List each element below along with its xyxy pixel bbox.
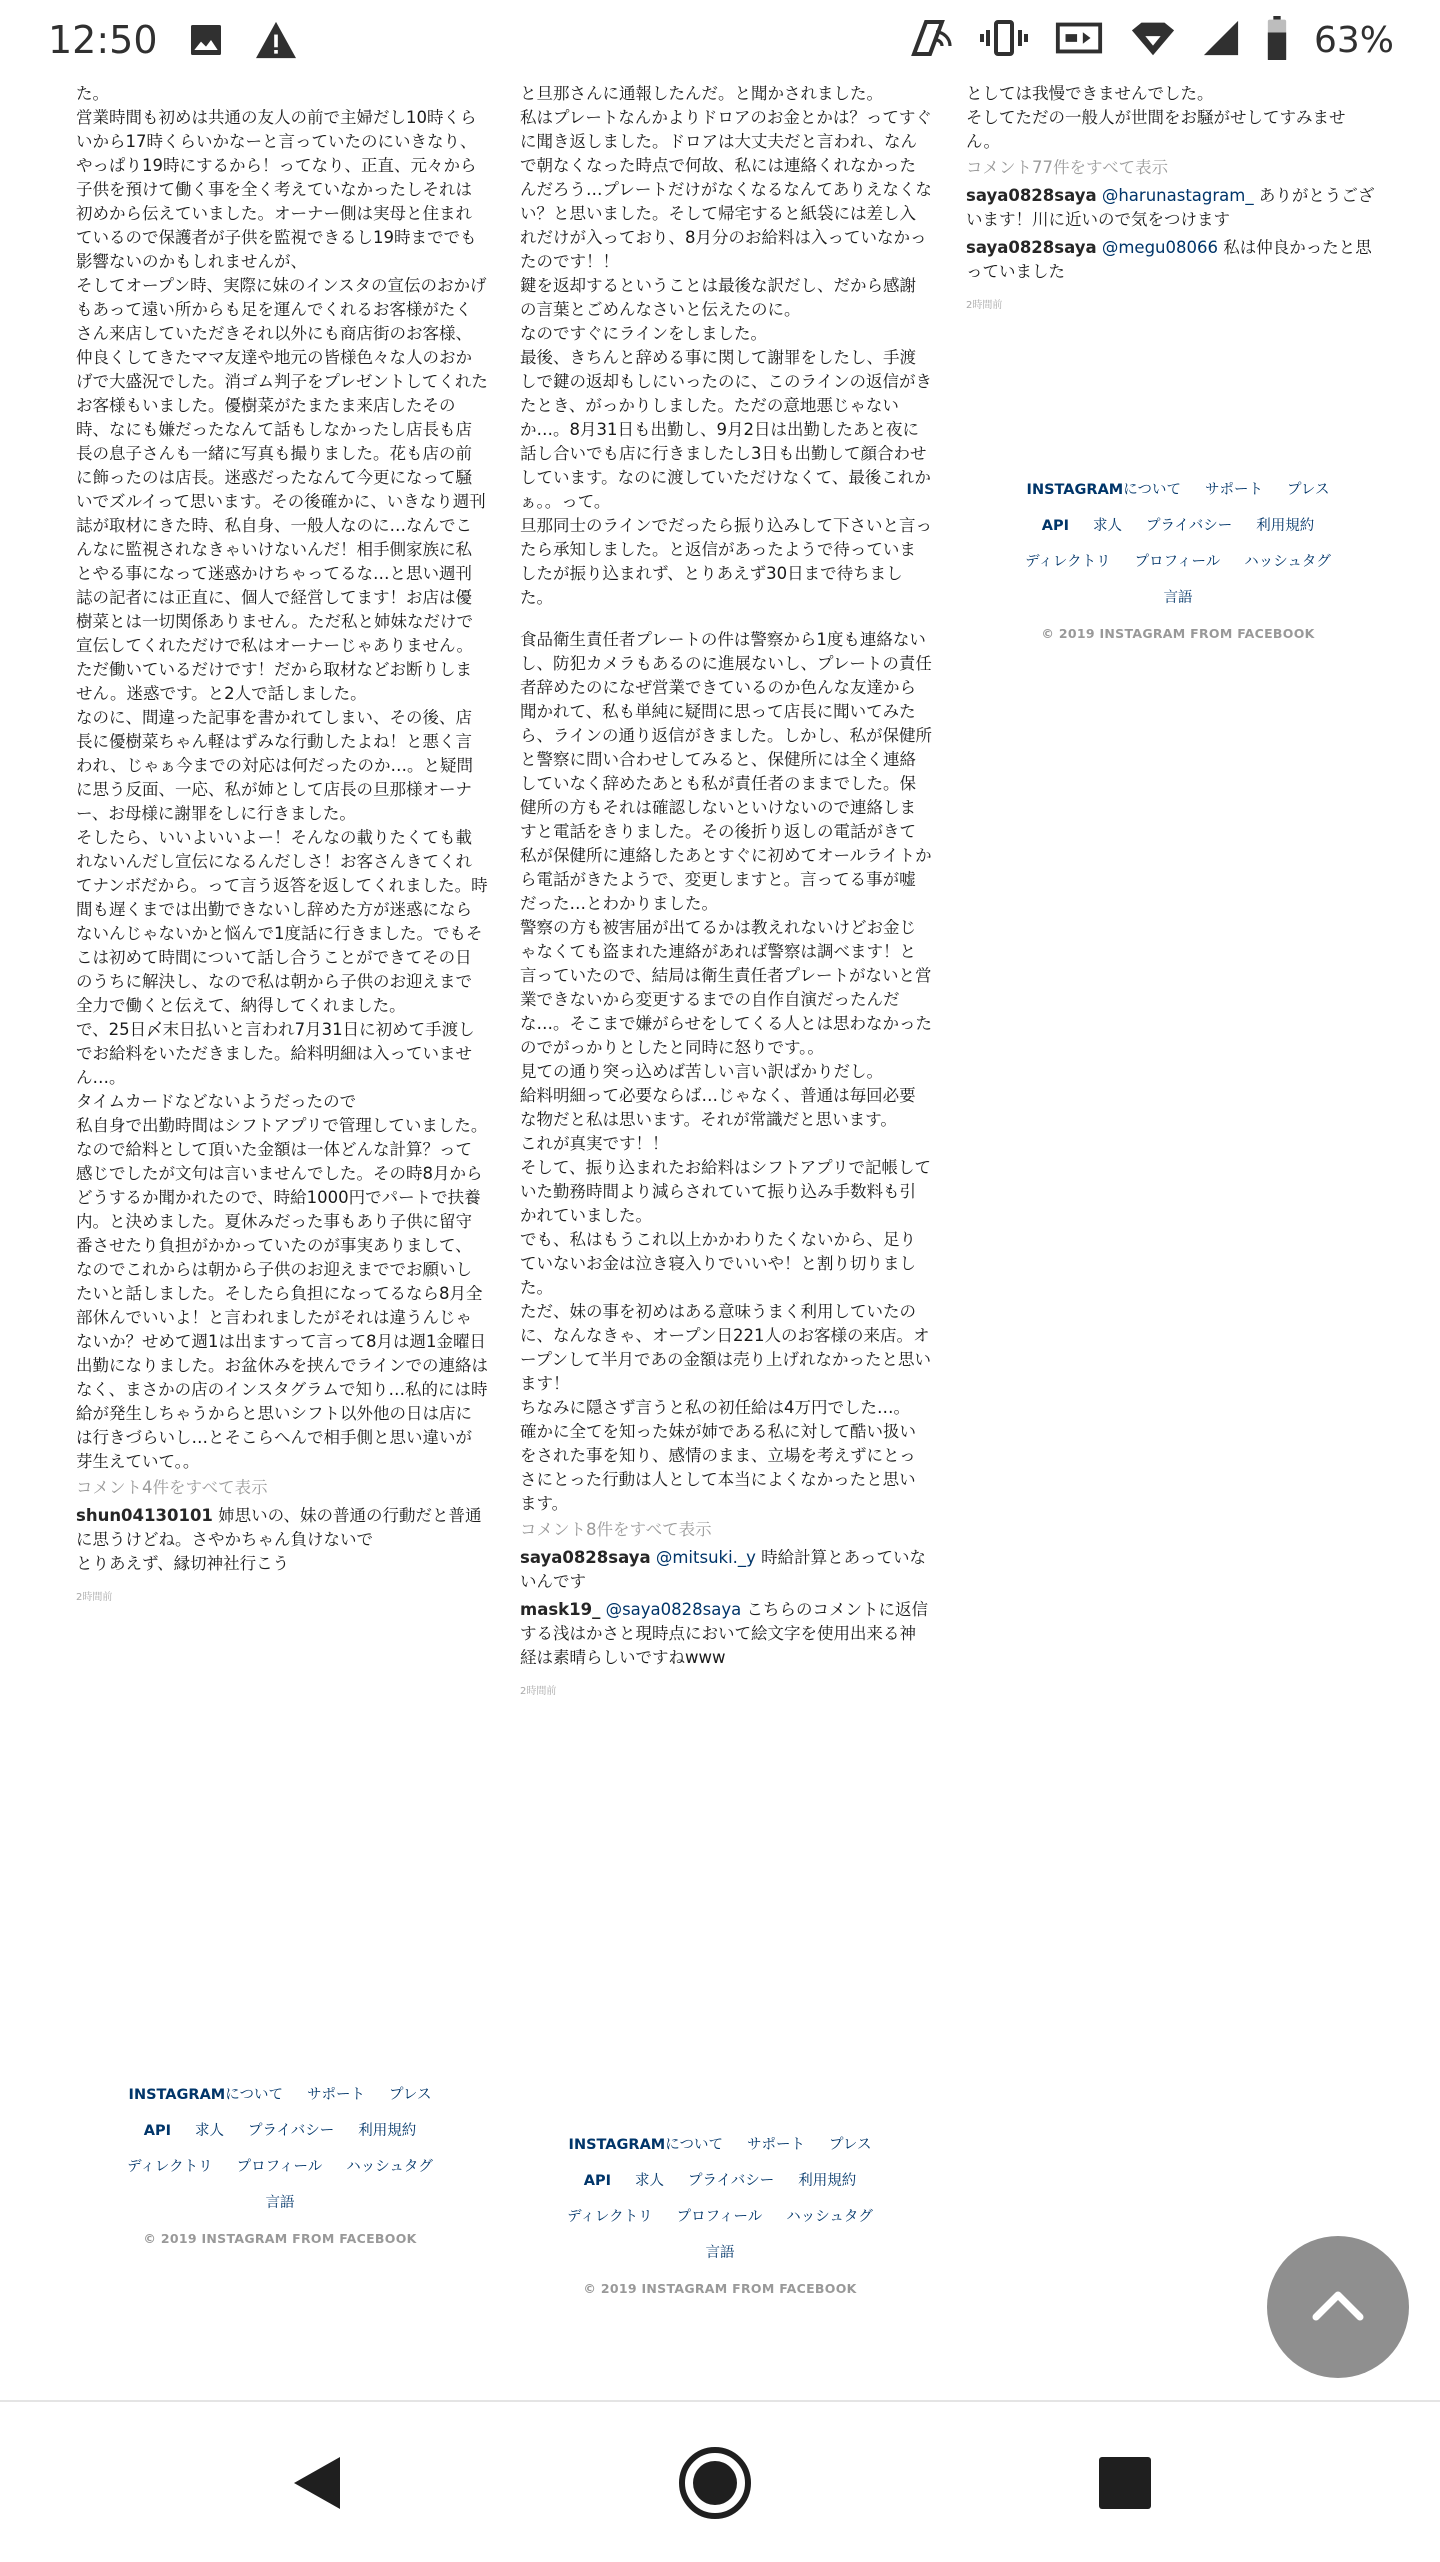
home-circle-icon xyxy=(677,2445,753,2525)
system-icons xyxy=(906,16,1394,64)
footer-terms-link[interactable]: 利用規約 xyxy=(1256,518,1315,534)
scroll-to-top-button[interactable] xyxy=(1267,2236,1409,2378)
back-button[interactable] xyxy=(282,2450,352,2520)
footer-api-link[interactable]: API xyxy=(143,2123,171,2139)
warning-icon xyxy=(254,20,298,64)
post-caption: としては我慢できませんでした。 そしてただの一般人が世間をお騒がせしてすみません。 xyxy=(966,84,1346,151)
post-column-1 xyxy=(76,82,488,1610)
footer-language-link[interactable]: 言語 xyxy=(265,2195,295,2211)
comment-text: こちらのコメントに返信する浅はかさと現時点において絵文字を使用出来る神経は素晴らしいですねwww xyxy=(520,1600,928,1667)
comment-text: 時給計算とあっていないんです xyxy=(520,1548,927,1591)
footer-support-link[interactable]: サポート xyxy=(1204,482,1263,498)
footer-about-link[interactable]: INSTAGRAMについて xyxy=(128,2087,283,2103)
footer-profiles-link[interactable]: プロフィール xyxy=(236,2159,323,2175)
system-navigation-bar xyxy=(0,2400,1440,2562)
footer-jobs-link[interactable]: 求人 xyxy=(1092,518,1122,534)
footer-hashtags-link[interactable]: ハッシュタグ xyxy=(346,2159,433,2175)
comment xyxy=(520,1598,932,1670)
footer-language-link[interactable]: 言語 xyxy=(705,2245,735,2261)
footer-directory-link[interactable]: ディレクトリ xyxy=(127,2159,213,2175)
footer-privacy-link[interactable]: プライバシー xyxy=(687,2173,775,2189)
battery-icon xyxy=(1266,16,1288,64)
footer-about-link[interactable]: INSTAGRAMについて xyxy=(568,2137,723,2153)
nfc-icon xyxy=(906,16,954,64)
comment-username[interactable]: saya0828saya xyxy=(966,238,1097,257)
comment xyxy=(966,184,1378,232)
post-timestamp: 2時間前 xyxy=(966,300,1003,311)
view-all-comments-link[interactable]: コメント77件をすべて表示 xyxy=(966,158,1169,177)
footer-support-link[interactable]: サポート xyxy=(746,2137,805,2153)
instagram-screenshot xyxy=(60,82,1430,2377)
footer-support-link[interactable]: サポート xyxy=(306,2087,365,2103)
notification-icons xyxy=(186,20,298,64)
recents-button[interactable] xyxy=(1090,2450,1160,2520)
battery-percent: 63% xyxy=(1313,19,1394,61)
comment xyxy=(76,1504,488,1576)
footer-api-link[interactable]: API xyxy=(583,2173,611,2189)
footer-api-link[interactable]: API xyxy=(1041,518,1069,534)
view-all-comments-link[interactable]: コメント4件をすべて表示 xyxy=(76,1478,268,1497)
comment-username[interactable]: saya0828saya xyxy=(520,1548,651,1567)
footer-press-link[interactable]: プレス xyxy=(1286,482,1330,498)
footer-privacy-link[interactable]: プライバシー xyxy=(247,2123,335,2139)
comment-text: 私は仲良かったと思っていました xyxy=(966,238,1372,281)
post-caption: と旦那さんに通報したんだ。と聞かされました。 私はプレートなんかよりドロアのお金とかは？ってすぐに聞き返しました。ドロアは大丈夫だと言われ、なんで朝なくなった時点で何故、私には連絡くれなかったんだろう…プレートだけがなくなるなんてありえなくない？と思いました。そして帰宅すると紙袋には差し入れだけが入っており、8月分のお給料は入っていなかったのです！！ 鍵を返却するということは最後な訳だし、だから感謝の言葉とごめんなさいと伝えたのに。 なのですぐにラインをしました。 最後、きちんと辞める事に関して謝罪をしたし、手渡しで鍵の返却もしにいったのに、このラインの返信がきたとき、がっかりしました。ただの意地悪じゃないか…。8月31日も出勤し、9月2日は出勤したあと夜に話し合いでも店に行きましたし3日も出勤して顔合わせしています。なのに渡していただけなくて、最後これかぁ。。って。 旦那同士のラインでだったら振り込みして下さいと言ったら承知しました。と返信があったようで待っていましたが振り込まれず、とりあえず30日まで待ちました。 xyxy=(520,84,933,607)
comment-text: 姉思いの、妹の普通の行動だと普通に思うけどね。さやかちゃん負けないで とりあえず、縁切神社行こう xyxy=(76,1506,482,1573)
footer-copyright: © 2019 INSTAGRAM FROM FACEBOOK xyxy=(143,2231,417,2246)
comment-mention[interactable]: @megu08066 xyxy=(1096,238,1218,257)
footer-language-link[interactable]: 言語 xyxy=(1163,590,1193,606)
footer-jobs-link[interactable]: 求人 xyxy=(634,2173,664,2189)
instagram-footer xyxy=(998,472,1358,652)
comment xyxy=(966,236,1378,284)
footer-hashtags-link[interactable]: ハッシュタグ xyxy=(786,2209,873,2225)
comment-username[interactable]: mask19_ xyxy=(520,1600,601,1619)
signal-icon xyxy=(1202,18,1240,62)
comment-mention[interactable]: @harunastagram_ xyxy=(1096,186,1254,205)
footer-profiles-link[interactable]: プロフィール xyxy=(676,2209,763,2225)
instagram-footer xyxy=(540,2127,900,2307)
wifi-icon xyxy=(1130,18,1176,62)
image-icon xyxy=(186,20,226,64)
comment-mention[interactable]: @mitsuki._y xyxy=(650,1548,756,1567)
footer-jobs-link[interactable]: 求人 xyxy=(194,2123,224,2139)
chevron-up-icon xyxy=(1308,2285,1368,2329)
instagram-footer xyxy=(100,2077,460,2257)
home-button[interactable] xyxy=(680,2450,750,2520)
footer-hashtags-link[interactable]: ハッシュタグ xyxy=(1244,554,1331,570)
footer-directory-link[interactable]: ディレクトリ xyxy=(1025,554,1111,570)
comment-username[interactable]: shun04130101 xyxy=(76,1506,213,1525)
footer-press-link[interactable]: プレス xyxy=(388,2087,432,2103)
status-bar xyxy=(0,0,1440,82)
recents-square-icon xyxy=(1097,2455,1153,2515)
clock: 12:50 xyxy=(48,18,158,62)
footer-copyright: © 2019 INSTAGRAM FROM FACEBOOK xyxy=(583,2281,857,2296)
back-triangle-icon xyxy=(290,2453,344,2517)
footer-privacy-link[interactable]: プライバシー xyxy=(1145,518,1233,534)
comment-mention[interactable]: @saya0828saya xyxy=(600,1600,742,1619)
comment-username[interactable]: saya0828saya xyxy=(966,186,1097,205)
footer-profiles-link[interactable]: プロフィール xyxy=(1134,554,1221,570)
post-caption: た。 営業時間も初めは共通の友人の前で主婦だし10時くらいから17時くらいかなーと言っていたのにいきなり、やっぱり19時にするから！ってなり、正直、元々から子供を預けて働く事を全く考えていなかったしそれは初めから伝えていました。オーナー側は実母と住まれているので保護者が子供を監視できるし19時まででも影響ないのかもしれませんが、 そしてオープン時、実際に妹のインスタの宣伝のおかげもあって遠い所からも足を運んでくれるお客様がたくさん来店していただきそれ以外にも商店街のお客様、仲良くしてきたママ友達や地元の皆様色々な人のおかげで大盛況でした。消ゴム判子をプレゼントしてくれたお客様もいました。優樹菜がたまたま来店したその時、なにも嫌だったなんて話もしなかったし店長も店長の息子さんも一緒に写真も撮りました。花も店の前に飾ったのは店長。迷惑だったなんて今更になって騒いでズルイって思います。その後確かに、いきなり週刊誌が取材にきた時、私自身、一般人なのに…なんでこんなに監視されなきゃいけないんだ！相手側家族に私とやる事になって迷惑かけちゃってるな…と思い週刊誌の記者には正直に、個人で経営してます！お店は優樹菜とは一切関係ありません。ただ私と姉妹なだけで宣伝してくれただけで私はオーナーじゃありません。ただ働いているだけです！だから取材などお断りしません。迷惑です。と2人で話しました。 なのに、間違った記事を書かれてしまい、その後、店長に優樹菜ちゃん軽はずみな行動したよね！と悪く言われ、じゃぁ今までの対応は何だったのか…。と疑問に思う反面、一応、私が姉として店長の旦那様オーナー、お母様に謝罪をしに行きました。 そしたら、いいよいいよー！そんなの載りたくても載れないんだし宣伝になるんだしさ！お客さんきてくれてナンボだから。って言う返答を返してくれました。時間も遅くまでは出勤できないし辞めた方が迷惑にならないんじゃないかと悩んで1度話に行きました。でもそこは初めて時間について話し合うことができてその日のうちに解決し、なので私は朝から子供のお迎えまで全力で働くと伝えて、納得してくれました。 で、25日〆末日払いと言われ7月31日に初めて手渡しでお給料をいただきました。給料明細は入っていません…。 タイムカードなどないようだったので 私自身で出勤時間はシフトアプリで管理していました。なので給料として頂いた金額は一体どんな計算？って感じでしたが文句は言いませんでした。その時8月からどうするか聞かれたので、時給1000円でパートで扶養内。と決めました。夏休みだった事もあり子供に留守番させたり負担がかかっていたのが事実ありまして、なのでこれからは朝から子供のお迎えまででお願いしたいと話しました。そしたら負担になってるなら8月全部休んでいいよ！と言われましたがそれは違うんじゃないか？せめて週1は出ますって言って8月は週1金曜日出勤になりました。お盆休みを挟んでラインでの連絡はなく、まさかの店のインスタグラムで知り…私的には時給が発生しちゃうからと思いシフト以外他の日は店には行きづらいし…とそこらへんで相手側と思い違いが芽生えていて。。 xyxy=(76,84,489,1471)
post-timestamp: 2時間前 xyxy=(520,1686,557,1697)
view-all-comments-link[interactable]: コメント8件をすべて表示 xyxy=(520,1520,712,1539)
footer-about-link[interactable]: INSTAGRAMについて xyxy=(1026,482,1181,498)
footer-terms-link[interactable]: 利用規約 xyxy=(798,2173,857,2189)
data-saver-icon xyxy=(1054,18,1104,62)
post-column-2 xyxy=(520,82,932,1704)
vibrate-icon xyxy=(980,18,1028,62)
footer-copyright: © 2019 INSTAGRAM FROM FACEBOOK xyxy=(1041,626,1315,641)
footer-press-link[interactable]: プレス xyxy=(828,2137,872,2153)
footer-terms-link[interactable]: 利用規約 xyxy=(358,2123,417,2139)
post-timestamp: 2時間前 xyxy=(76,1592,113,1603)
comment-text: ありがとうございます！川に近いので気をつけます xyxy=(966,186,1375,229)
post-caption-continued: 食品衛生責任者プレートの件は警察から1度も連絡ないし、防犯カメラもあるのに進展ないし、プレートの責任者辞めたのになぜ営業できているのか色んな友達から聞かれて、私も単純に疑問に思って店長に聞いてみたら、ラインの通り返信がきました。しかし、私が保健所と警察に問い合わせしてみると、保健所には全く連絡していなく辞めたあとも私が責任者のままでした。保健所の方もそれは確認しないといけないので連絡しますと電話をきりました。その後折り返しの電話がきて私が保健所に連絡したあとすぐに初めてオールライトから電話がきたようで、変更しますと。言ってる事が嘘だった…とわかりました。 警察の方も被害届が出てるかは教えれないけどお金じゃなくても盗まれた連絡があれば警察は調べます！と言っていたので、結局は衛生責任者プレートがないと営業できないから変更するまでの自作自演だったんだな…。そこまで嫌がらせをしてくる人とは思わなかったのでがっかりとしたと同時に怒りです。。 見ての通り突っ込めば苦しい言い訳ばかりだし。 給料明細って必要ならば…じゃなく、普通は毎回必要な物だと私は思います。それが常識だと思います。 これが真実です！！ そして、振り込まれたお給料はシフトアプリで記帳していた勤務時間より減らされていて振り込み手数料も引かれていました。 でも、私はもうこれ以上かかわりたくないから、足りていないお金は泣き寝入りでいいや！と割り切りました。 ただ、妹の事を初めはある意味うまく利用していたのに、なんなきゃ、オープン日221人のお客様の来店。オープンして半月であの金額は売り上げれなかったと思います！ ちなみに隠さず言うと私の初任給は4万円でした…。 確かに全てを知った妹が姉である私に対して酷い扱いをされた事を知り、感情のまま、立場を考えずにとっさにとった行動は人として本当によくなかったと思います。 xyxy=(520,630,933,1513)
comment xyxy=(520,1546,932,1594)
footer-directory-link[interactable]: ディレクトリ xyxy=(567,2209,653,2225)
post-column-3 xyxy=(966,82,1378,318)
